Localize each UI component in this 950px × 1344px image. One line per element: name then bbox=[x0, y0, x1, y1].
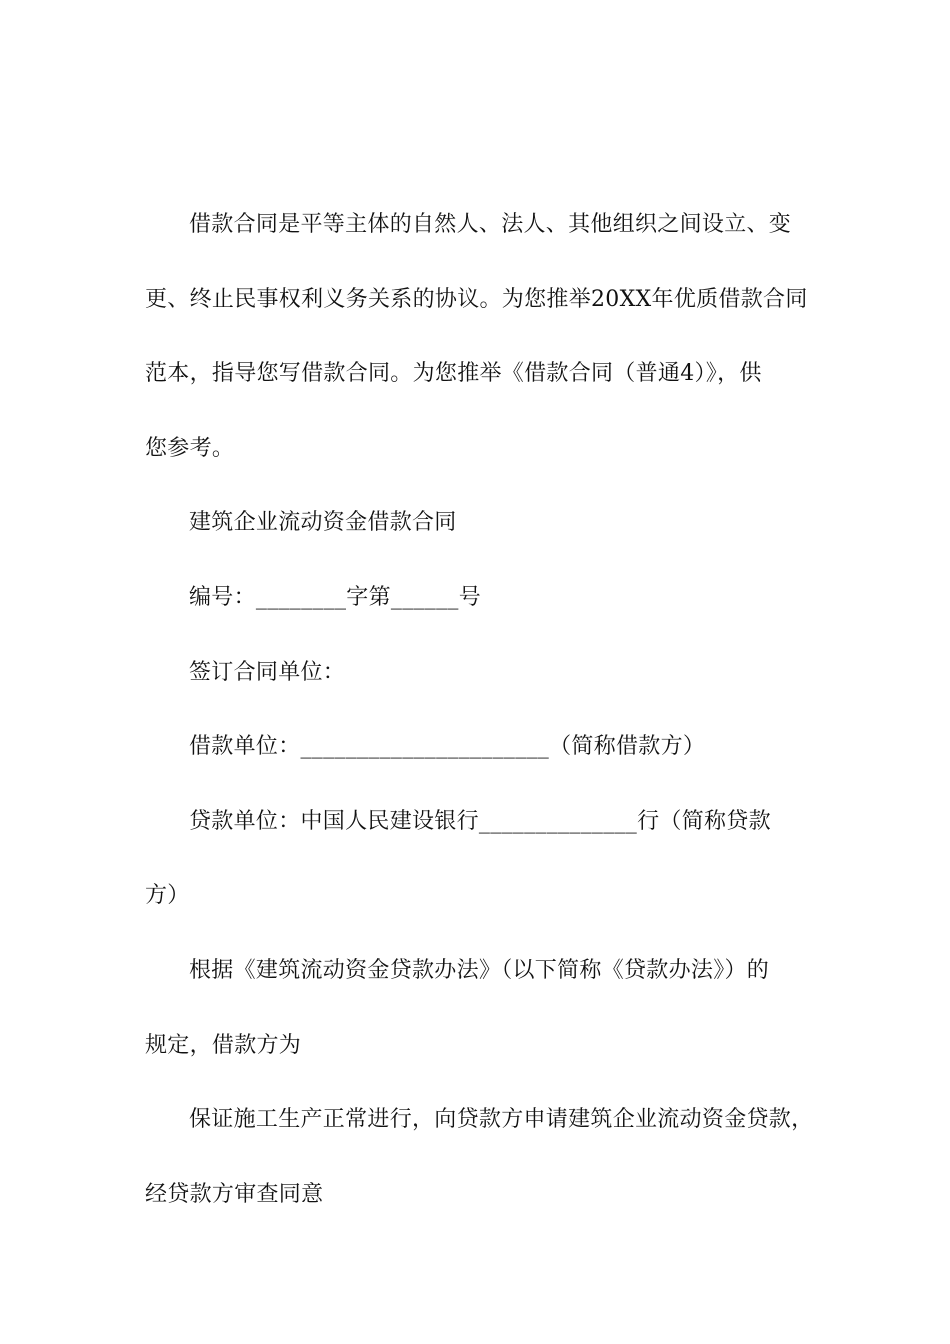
lender-line-continued: 方） bbox=[145, 883, 190, 909]
paragraph-line: 您参考。 bbox=[145, 435, 235, 461]
borrower-line: 借款单位：______________________（简称借款方） bbox=[189, 734, 706, 760]
signing-parties-label: 签订合同单位： bbox=[189, 659, 346, 685]
contract-number-line: 编号：________字第______号 bbox=[189, 584, 482, 610]
paragraph-line: 根据《建筑流动资金贷款办法》（以下简称《贷款办法》）的 bbox=[189, 957, 770, 983]
paragraph-line: 范本，指导您写借款合同。为您推举《借款合同（普通4）》，供 bbox=[145, 361, 762, 387]
paragraph-line: 规定，借款方为 bbox=[145, 1032, 302, 1058]
paragraph-line: 经贷款方审查同意 bbox=[145, 1181, 324, 1207]
lender-line: 贷款单位：中国人民建设银行______________行（简称贷款 bbox=[189, 808, 771, 834]
contract-title: 建筑企业流动资金借款合同 bbox=[189, 510, 457, 536]
paragraph-line: 借款合同是平等主体的自然人、法人、其他组织之间设立、变 bbox=[189, 212, 792, 237]
paragraph-line: 更、终止民事权利义务关系的协议。为您推举20XX年优质借款合同 bbox=[145, 286, 808, 312]
paragraph-line: 保证施工生产正常进行，向贷款方申请建筑企业流动资金贷款， bbox=[189, 1107, 814, 1133]
document-body bbox=[145, 203, 814, 1247]
